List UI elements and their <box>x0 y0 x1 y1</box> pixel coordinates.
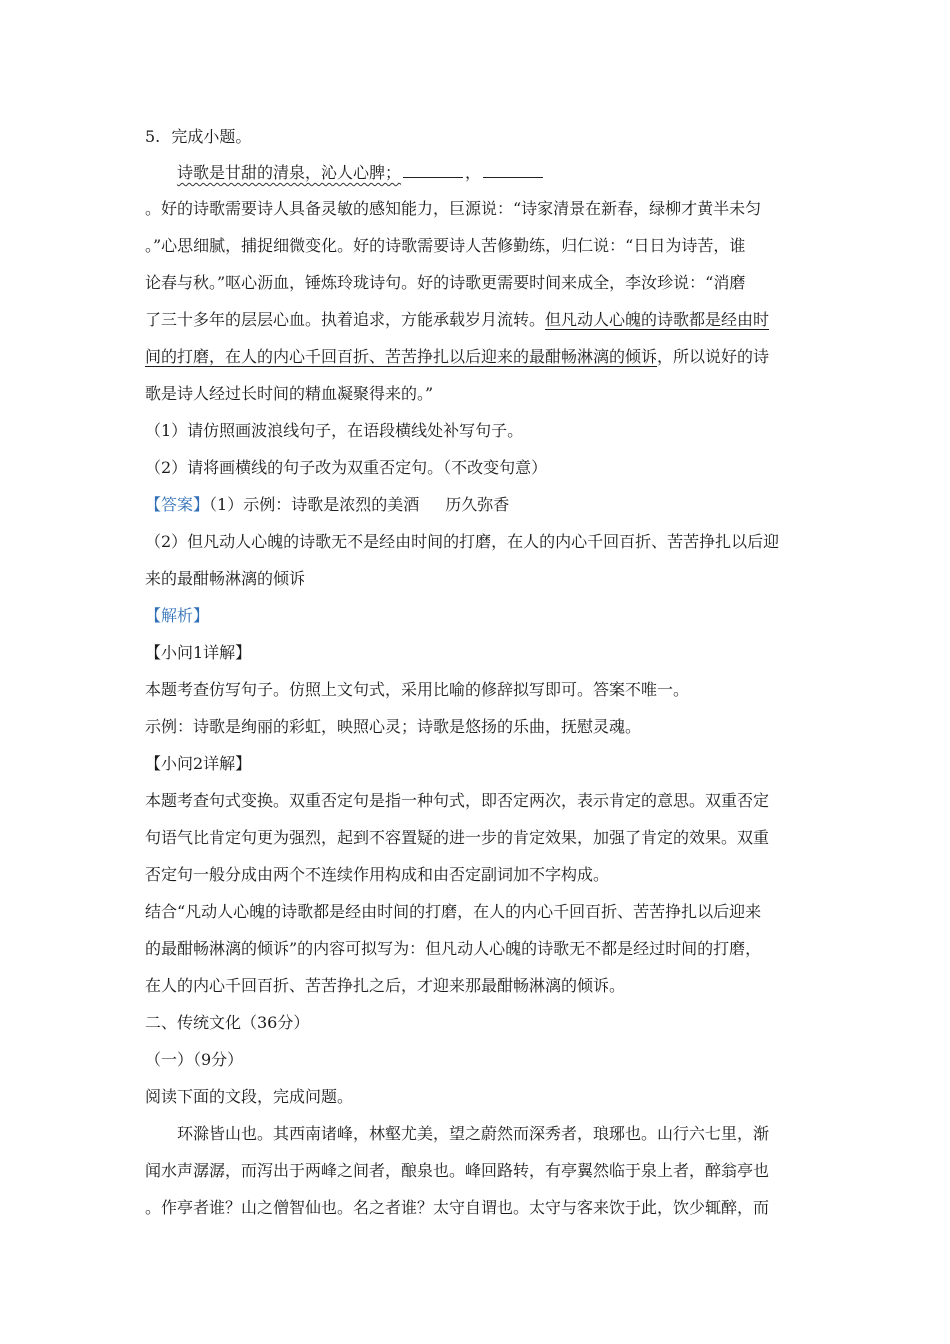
passage-text: 了三十多年的层层心血。执着追求，方能承载岁月流转。 <box>145 310 546 329</box>
passage-line-6 <box>145 345 769 369</box>
underlined-sentence-part-2: 间的打磨，在人的内心千回百折、苦苦挣扎以后迎来的最酣畅淋漓的倾诉 <box>145 347 658 366</box>
fill-blank-2 <box>483 160 543 178</box>
classical-text-line-1: 环滁皆山也。其西南诸峰，林壑尤美，望之蔚然而深秀者，琅琊也。山行六七里，渐 <box>177 1124 770 1143</box>
sub-question-1-detail-title: 【小问1详解】 <box>145 643 252 662</box>
question-5-heading <box>145 125 251 149</box>
answer-1-part-a: （1）示例：诗歌是浓烈的美酒 <box>209 495 420 514</box>
section-2-title: 二、传统文化（36分） <box>145 1013 310 1032</box>
passage-line-4: 论春与秋。”呕心沥血，锤炼玲珑诗句。好的诗歌更需要时间来成全，李汝珍说：“消磨 <box>145 273 746 292</box>
classical-text-line-3: 。作亭者谁？山之僧智仙也。名之者谁？太守自谓也。太守与客来饮于此，饮少辄醉，而 <box>145 1198 770 1217</box>
sub-question-2-detail-line-4: 结合“凡动人心魄的诗歌都是经由时间的打磨，在人的内心千回百折、苦苦挣扎以后迎来 <box>145 902 762 921</box>
classical-text-line-2: 闻水声潺潺，而泻出于两峰之间者，酿泉也。峰回路转，有亭翼然临于泉上者，醉翁亭也 <box>145 1161 770 1180</box>
question-number: 5. <box>145 127 161 146</box>
sub-question-2-detail-line-1: 本题考查句式变换。双重否定句是指一种句式，即否定两次，表示肯定的意思。双重否定 <box>145 791 770 810</box>
answer-2-line-1: （2）但凡动人心魄的诗歌无不是经由时间的打磨，在人的内心千回百折、苦苦挣扎以后迎 <box>145 532 780 551</box>
sub-question-1-detail-line-1: 本题考查仿写句子。仿照上文句式，采用比喻的修辞拟写即可。答案不唯一。 <box>145 680 690 699</box>
passage-line-2: 。好的诗歌需要诗人具备灵敏的感知能力，巨源说：“诗家清景在新春，绿柳才黄半未匀 <box>145 199 762 218</box>
sub-question-1-detail-line-2: 示例：诗歌是绚丽的彩虹，映照心灵；诗歌是悠扬的乐曲，抚慰灵魂。 <box>145 717 642 736</box>
passage-line-1 <box>177 160 545 184</box>
sub-question-2-detail-line-6: 在人的内心千回百折、苦苦挣扎之后，才迎来那最酣畅淋漓的倾诉。 <box>145 976 626 995</box>
passage-line-5 <box>145 308 769 332</box>
wavy-underlined-sentence: 诗歌是甘甜的清泉，沁人心脾； <box>177 163 402 182</box>
section-2-part-1: （一）（9分） <box>145 1050 244 1069</box>
sub-question-2-detail-line-2: 句语气比肯定句更为强烈，起到不容置疑的进一步的肯定效果，加强了肯定的效果。双重 <box>145 828 770 847</box>
answer-tag: 【答案】 <box>145 495 210 514</box>
passage-line-7: 歌是诗人经过长时间的精血凝聚得来的。” <box>145 384 434 403</box>
underlined-sentence-part-1: 但凡动人心魄的诗歌都是经由时 <box>545 310 770 329</box>
sub-question-2: （2）请将画横线的句子改为双重否定句。（不改变句意） <box>145 458 548 477</box>
sub-question-2-detail-line-5: 的最酣畅淋漓的倾诉”的内容可拟写为：但凡动人心魄的诗歌无不都是经过时间的打磨， <box>145 939 762 958</box>
passage-text: ，所以说好的诗 <box>657 347 770 366</box>
analysis-tag: 【解析】 <box>145 606 210 625</box>
sub-question-2-detail-line-3: 否定句一般分成由两个不连续作用构成和由否定副词加不字构成。 <box>145 865 610 884</box>
sub-question-1: （1）请仿照画波浪线句子，在语段横线处补写句子。 <box>145 421 524 440</box>
answer-line-1 <box>145 493 509 517</box>
question-title: 完成小题。 <box>171 127 252 146</box>
answer-1-part-b: 历久弥香 <box>445 495 510 514</box>
reading-instruction: 阅读下面的文段，完成问题。 <box>145 1087 354 1106</box>
blank-separator: ， <box>465 163 482 182</box>
answer-2-line-2: 来的最酣畅淋漓的倾诉 <box>145 569 306 588</box>
sub-question-2-detail-title: 【小问2详解】 <box>145 754 252 773</box>
passage-line-3: 。”心思细腻，捕捉细微变化。好的诗歌需要诗人苦修勤练，归仁说：“日日为诗苦，谁 <box>145 236 746 255</box>
fill-blank-1 <box>403 160 463 178</box>
